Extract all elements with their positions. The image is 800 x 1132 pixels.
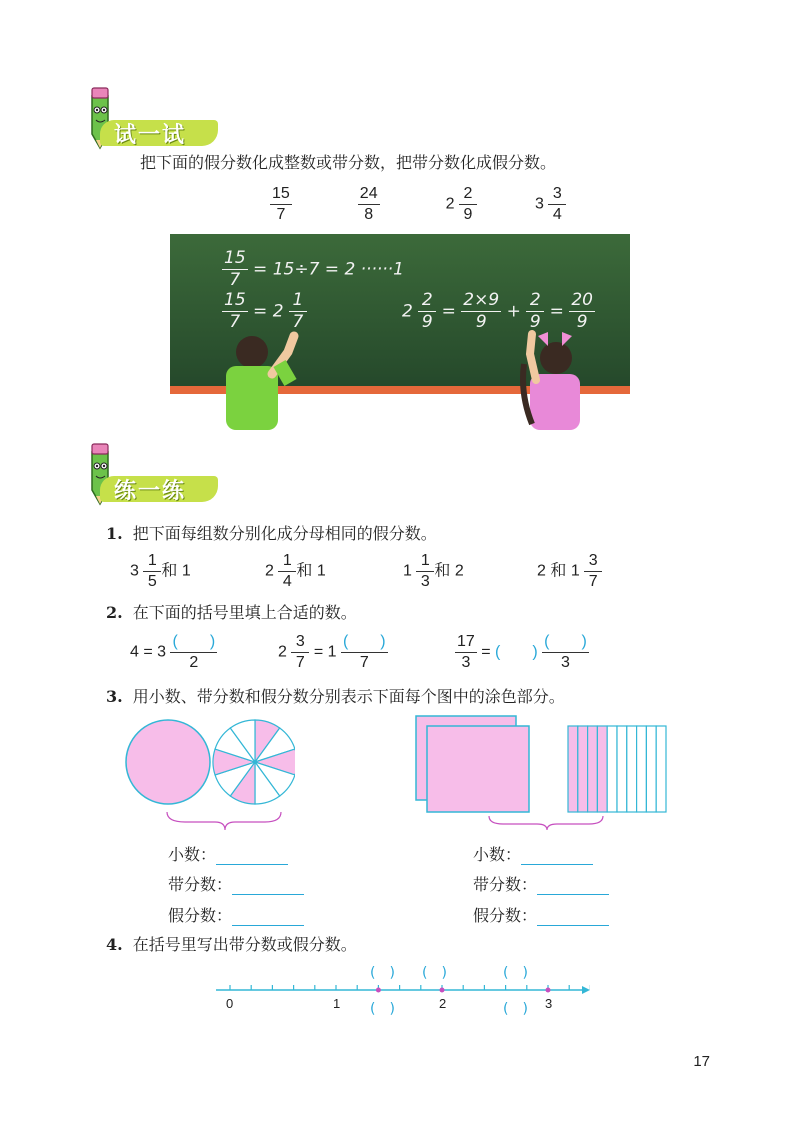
number-line-point	[546, 988, 551, 993]
fraction: $\frac{15}{7}$	[272, 185, 290, 223]
number-line-point	[440, 988, 445, 993]
striped-square-shape	[568, 726, 666, 812]
decimal-label-right: 小数：	[473, 842, 593, 865]
board-line-1: $\frac{15}{7}$ = 15÷7 = 2 ······1	[224, 248, 404, 290]
answer-blank[interactable]: ( )	[422, 965, 447, 981]
arrow-icon	[582, 986, 590, 994]
question-2: 2. 在下面的括号里填上合适的数。	[106, 603, 357, 622]
number-line-point	[376, 988, 381, 993]
board-line-2: $\frac{15}{7}$ = 2 $\frac{1}{7}$	[222, 292, 307, 331]
improper-label-right: 假分数：	[473, 903, 609, 926]
answer-line[interactable]	[537, 878, 609, 895]
brace-icon	[167, 812, 281, 830]
circles-figure	[125, 712, 295, 838]
chalkboard-illustration	[170, 234, 630, 430]
q2-equation-1: 4 = 3 $\frac{( )}{2}$	[130, 633, 216, 671]
tick-label: 2	[439, 996, 447, 1011]
q1-item: 2 $\frac{1}{4}$ 和 1	[265, 552, 326, 590]
answer-blank[interactable]: ( )	[341, 634, 388, 653]
square-strip	[607, 726, 617, 812]
answer-blank[interactable]: ( )	[542, 634, 589, 653]
mixed-number: 3 $\frac{3}{4}$	[535, 186, 566, 223]
q1-item: 3 $\frac{1}{5}$ 和 1	[130, 552, 191, 590]
decimal-label-left: 小数：	[168, 842, 288, 865]
full-circle-shape	[126, 720, 210, 804]
tick-label: 1	[333, 996, 341, 1011]
square-strip	[597, 726, 607, 812]
question-3: 3. 用小数、带分数和假分数分别表示下面每个图中的涂色部分。	[106, 687, 565, 706]
brace-icon	[489, 816, 603, 830]
answer-line[interactable]	[232, 909, 304, 926]
square-strip	[656, 726, 666, 812]
fraction-row	[270, 186, 566, 223]
mixed-label-left: 带分数：	[168, 872, 304, 895]
section-title: 试一试	[114, 123, 187, 148]
number-line	[210, 962, 590, 1018]
answer-blank[interactable]: ( )	[370, 965, 395, 981]
q2-equation-2: 2 $\frac{3}{7}$ = 1 $\frac{( )}{7}$	[278, 633, 386, 671]
square-strip	[578, 726, 588, 812]
q1-item: 2 和 1 $\frac{3}{7}$	[537, 553, 602, 590]
answer-blank[interactable]: ( )	[495, 643, 538, 661]
partial-circle-shape	[213, 720, 295, 804]
tick-label: 0	[226, 996, 234, 1011]
question-4: 4. 在括号里写出带分数或假分数。	[106, 935, 357, 954]
question-1: 1. 把下面每组数分别化成分母相同的假分数。	[106, 524, 437, 543]
answer-blank[interactable]: ( )	[370, 1001, 395, 1017]
mixed-label-right: 带分数：	[473, 872, 609, 895]
instruction-text: 把下面的假分数化成整数或带分数，把带分数化成假分数。	[140, 153, 557, 172]
answer-line[interactable]	[232, 878, 304, 895]
answer-line[interactable]	[216, 848, 288, 865]
answer-blank[interactable]: ( )	[170, 634, 217, 653]
square-strip	[617, 726, 627, 812]
q2-equation-3: $\frac{17}{3}$ = ( ) $\frac{( )}{3}$	[457, 633, 587, 671]
square-strip	[568, 726, 578, 812]
square-strip	[588, 726, 598, 812]
square-strip	[646, 726, 656, 812]
square-strip	[637, 726, 647, 812]
mixed-number: 2 $\frac{2}{9}$	[446, 186, 477, 223]
answer-line[interactable]	[537, 909, 609, 926]
section-banner-practice	[70, 440, 210, 510]
section-banner-try	[70, 84, 210, 154]
fraction: $\frac{24}{8}$	[359, 185, 378, 223]
improper-label-left: 假分数：	[168, 903, 304, 926]
squares-figure	[413, 712, 673, 838]
square-front-shape	[427, 726, 529, 812]
square-strip	[627, 726, 637, 812]
board-line-3: 2 $\frac{2}{9}$ = $\frac{2\times 9}{9}$ + $\frac{2}{9}$ = $\frac{20}{9}$	[402, 290, 593, 332]
page-number: 17	[693, 1053, 710, 1070]
section-title: 练一练	[114, 479, 187, 504]
q1-item: 1 $\frac{1}{3}$ 和 2	[403, 552, 464, 590]
answer-blank[interactable]: ( )	[503, 1001, 528, 1017]
answer-line[interactable]	[521, 848, 593, 865]
tick-label: 3	[545, 996, 553, 1011]
answer-blank[interactable]: ( )	[503, 965, 528, 981]
